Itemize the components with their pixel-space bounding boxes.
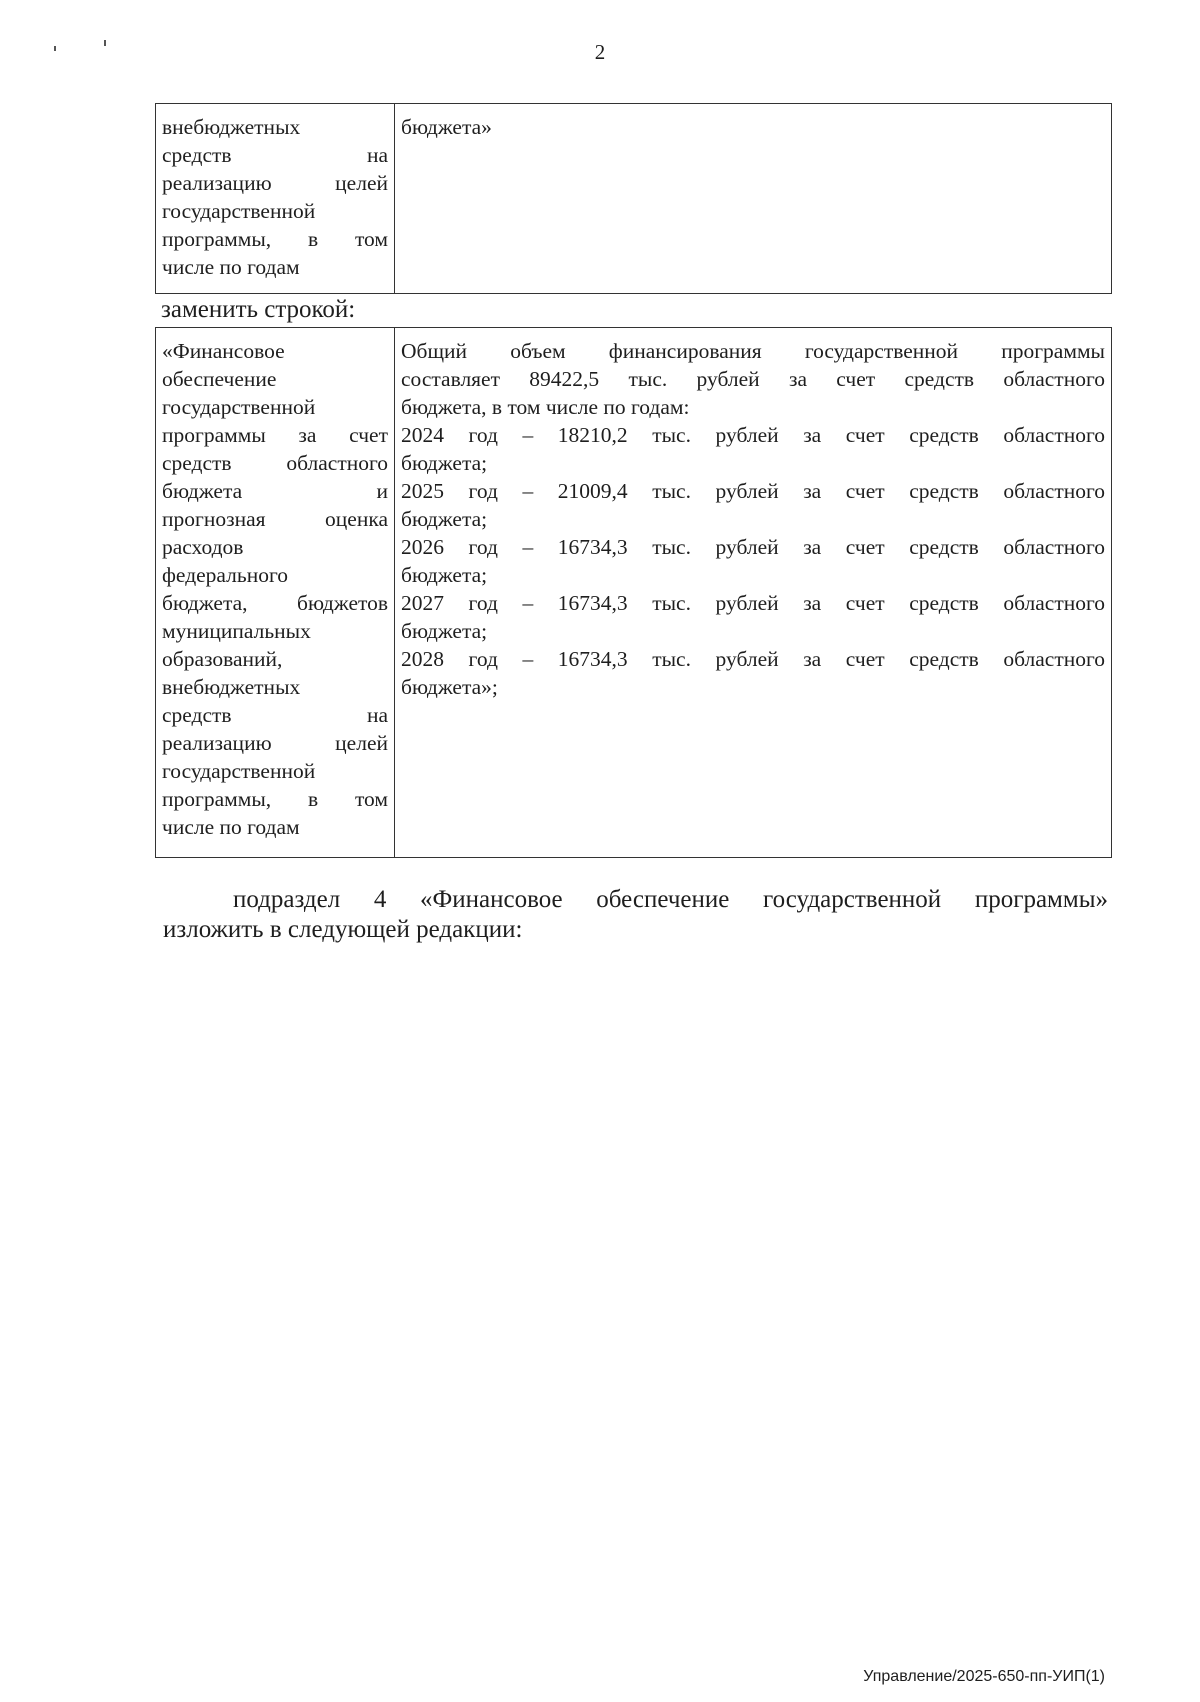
replace-label: заменить строкой: [161,296,356,323]
new-right-line: бюджета, в том числе по годам: [401,395,690,419]
new-row-right-cell [395,328,1112,858]
body-paragraph [163,885,1108,945]
old-left-line: программы, в том [162,227,388,251]
new-right-line: составляет 89422,5 тыс. рублей за счет средств областного [401,367,1105,391]
paragraph-line: подраздел 4 «Финансовое обеспечение государственной программы» [233,886,1108,913]
new-right-line: бюджета; [401,619,488,643]
new-left-line: образований, [162,647,283,671]
new-left-line: государственной [162,395,316,419]
old-left-line: числе по годам [162,255,300,279]
new-left-line: программы, в том [162,787,388,811]
new-left-line: бюджета, бюджетов [162,591,388,615]
new-row-table [155,327,1112,858]
new-left-line: средств областного [162,451,388,475]
new-left-line: федерального [162,563,288,587]
new-right-line: 2026 год – 16734,3 тыс. рублей за счет средств областного [401,535,1105,559]
new-left-line: муниципальных [162,619,311,643]
old-left-line: внебюджетных [162,115,301,139]
scan-artifact [104,40,106,46]
new-right-line: Общий объем финансирования государственной программы [401,339,1105,363]
new-left-line: реализацию целей [162,731,388,755]
old-left-line: средств на [162,143,388,167]
new-left-line: расходов [162,535,244,559]
new-right-line: бюджета; [401,563,488,587]
new-left-line: прогнозная оценка [162,507,388,531]
page-number: 2 [594,40,606,64]
new-left-line: программы за счет [162,423,388,447]
new-right-line: бюджета; [401,507,488,531]
paragraph-line: изложить в следующей редакции: [163,916,523,943]
old-row-table [155,103,1112,294]
old-row-right-cell [395,104,1112,294]
new-left-line: средств на [162,703,388,727]
new-right-line: 2024 год – 18210,2 тыс. рублей за счет средств областного [401,423,1105,447]
scan-artifact [54,46,56,51]
old-row-left-cell [156,104,395,294]
new-left-line: «Финансовое [162,339,285,363]
new-left-line: числе по годам [162,815,300,839]
new-right-line: бюджета»; [401,675,498,699]
new-row-left-cell [156,328,395,858]
old-left-line: государственной [162,199,316,223]
document-reference: Управление/2025-650-пп-УИП(1) [863,1668,1105,1685]
new-left-line: бюджета и [162,479,388,503]
new-right-line: бюджета; [401,451,488,475]
new-right-line: 2027 год – 16734,3 тыс. рублей за счет средств областного [401,591,1105,615]
new-left-line: внебюджетных [162,675,301,699]
new-right-line: 2025 год – 21009,4 тыс. рублей за счет средств областного [401,479,1105,503]
new-right-line: 2028 год – 16734,3 тыс. рублей за счет средств областного [401,647,1105,671]
old-left-line: реализацию целей [162,171,388,195]
new-left-line: обеспечение [162,367,277,391]
old-right-text: бюджета» [401,115,492,139]
new-left-line: государственной [162,759,316,783]
